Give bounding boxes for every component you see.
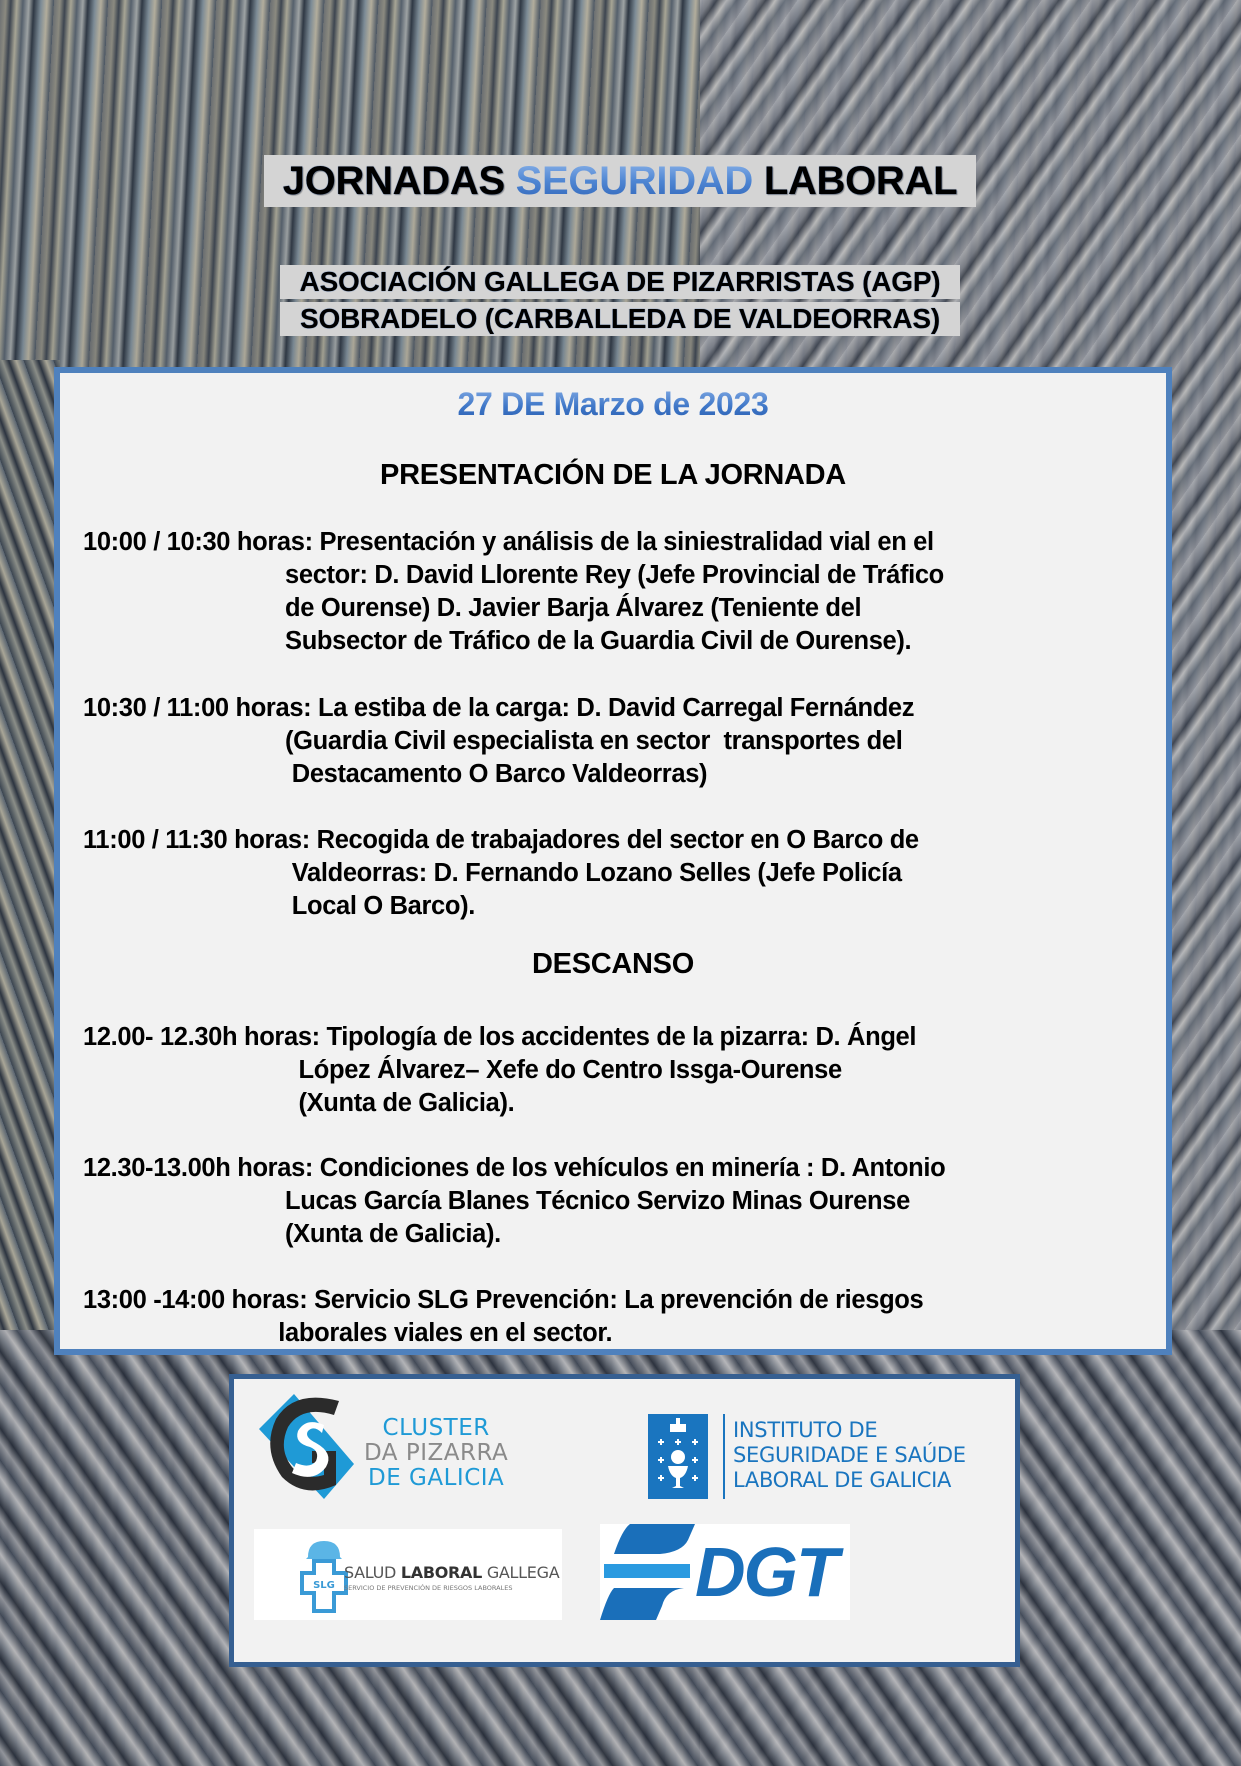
program-item-line: laborales viales en el sector. bbox=[83, 1319, 613, 1347]
program-item-line: Lucas García Blanes Técnico Servizo Minas Ourense bbox=[83, 1187, 910, 1215]
program-item-line: Subsector de Tráfico de la Guardia Civil de Ourense). bbox=[83, 627, 912, 655]
title-word-3: LABORAL bbox=[763, 159, 958, 203]
program-item-line: 10:00 / 10:30 horas: Presentación y análisis de la siniestralidad vial en el bbox=[83, 528, 934, 556]
logo-divider bbox=[723, 1414, 725, 1499]
program-item-line: de Ourense) D. Javier Barja Álvarez (Teniente del bbox=[83, 594, 862, 622]
organizer-heading: ASOCIACIÓN GALLEGA DE PIZARRISTAS (AGP) bbox=[280, 265, 960, 299]
galicia-coat-of-arms-icon bbox=[648, 1414, 708, 1499]
slg-badge: SLG bbox=[313, 1580, 335, 1591]
slg-name-part-1: SALUD bbox=[344, 1563, 401, 1582]
title-word-2: SEGURIDAD bbox=[515, 159, 753, 203]
dgt-logo bbox=[600, 1524, 850, 1620]
program-item bbox=[83, 526, 1143, 658]
program-item-line: 12.00- 12.30h horas: Tipología de los accidentes de la pizarra: D. Ángel bbox=[83, 1023, 917, 1051]
program-item-line: Valdeorras: D. Fernando Lozano Selles (Jefe Policía bbox=[83, 859, 902, 887]
program-item-line: López Álvarez– Xefe do Centro Issga-Ourense bbox=[83, 1056, 842, 1084]
program-item-line: Destacamento O Barco Valdeorras) bbox=[83, 760, 708, 788]
program-item bbox=[83, 824, 1143, 923]
program-item bbox=[83, 1021, 1143, 1120]
issga-logo-text bbox=[733, 1418, 966, 1493]
dgt-stripes-icon bbox=[600, 1524, 700, 1620]
slg-name-bold: LABORAL bbox=[400, 1563, 483, 1582]
cluster-line-1: CLUSTER bbox=[382, 1415, 490, 1441]
event-title bbox=[264, 155, 976, 207]
sponsors-box bbox=[229, 1374, 1020, 1667]
program-item-line: 13:00 -14:00 horas: Servicio SLG Prevención: La prevención de riesgos bbox=[83, 1286, 924, 1314]
issga-logo bbox=[648, 1414, 1008, 1504]
event-date: 27 DE Marzo de 2023 bbox=[60, 386, 1166, 423]
location-heading: SOBRADELO (CARBALLEDA DE VALDEORRAS) bbox=[280, 302, 960, 336]
slate-texture-left bbox=[0, 360, 60, 1360]
program-item bbox=[83, 1284, 1143, 1350]
program-item-line: 11:00 / 11:30 horas: Recogida de trabajadores del sector en O Barco de bbox=[83, 826, 919, 854]
program-item bbox=[83, 1152, 1143, 1251]
section-title: PRESENTACIÓN DE LA JORNADA bbox=[380, 459, 846, 491]
slg-name bbox=[344, 1563, 559, 1582]
program-item-line: (Xunta de Galicia). bbox=[83, 1220, 501, 1248]
cluster-line-3: DE GALICIA bbox=[367, 1465, 505, 1491]
program-item-line: 10:30 / 11:00 horas: La estiba de la carga: D. David Carregal Fernández bbox=[83, 694, 915, 722]
program-item-line: sector: D. David Llorente Rey (Jefe Provincial de Tráfico bbox=[83, 561, 944, 589]
program-item-line: 12.30-13.00h horas: Condiciones de los vehículos en minería : D. Antonio bbox=[83, 1154, 946, 1182]
title-word-1: JORNADAS bbox=[282, 159, 505, 203]
program-box bbox=[54, 367, 1172, 1355]
program-item-line: (Guardia Civil especialista en sector transportes del bbox=[83, 727, 903, 755]
slg-name-part-2: GALLEGA bbox=[482, 1563, 560, 1582]
dgt-wordmark: DGT bbox=[695, 1533, 837, 1611]
program-item-line: Local O Barco). bbox=[83, 892, 475, 920]
cluster-line-2: DA PIZARRA bbox=[364, 1440, 509, 1466]
cluster-pizarra-logo bbox=[254, 1389, 514, 1499]
slg-tagline: SERVICIO DE PREVENCIÓN DE RIESGOS LABORALES bbox=[344, 1584, 513, 1592]
issga-line-2: SEGURIDADE E SAÚDE bbox=[733, 1443, 966, 1467]
break-title: DESCANSO bbox=[532, 948, 694, 980]
issga-line-3: LABORAL DE GALICIA bbox=[733, 1468, 952, 1492]
cluster-gs-logo-icon bbox=[254, 1389, 359, 1499]
cluster-logo-text bbox=[364, 1416, 508, 1491]
program-item-line: (Xunta de Galicia). bbox=[83, 1089, 515, 1117]
salud-laboral-gallega-logo bbox=[254, 1529, 562, 1620]
program-item bbox=[83, 692, 1143, 791]
issga-line-1: INSTITUTO DE bbox=[733, 1418, 878, 1442]
